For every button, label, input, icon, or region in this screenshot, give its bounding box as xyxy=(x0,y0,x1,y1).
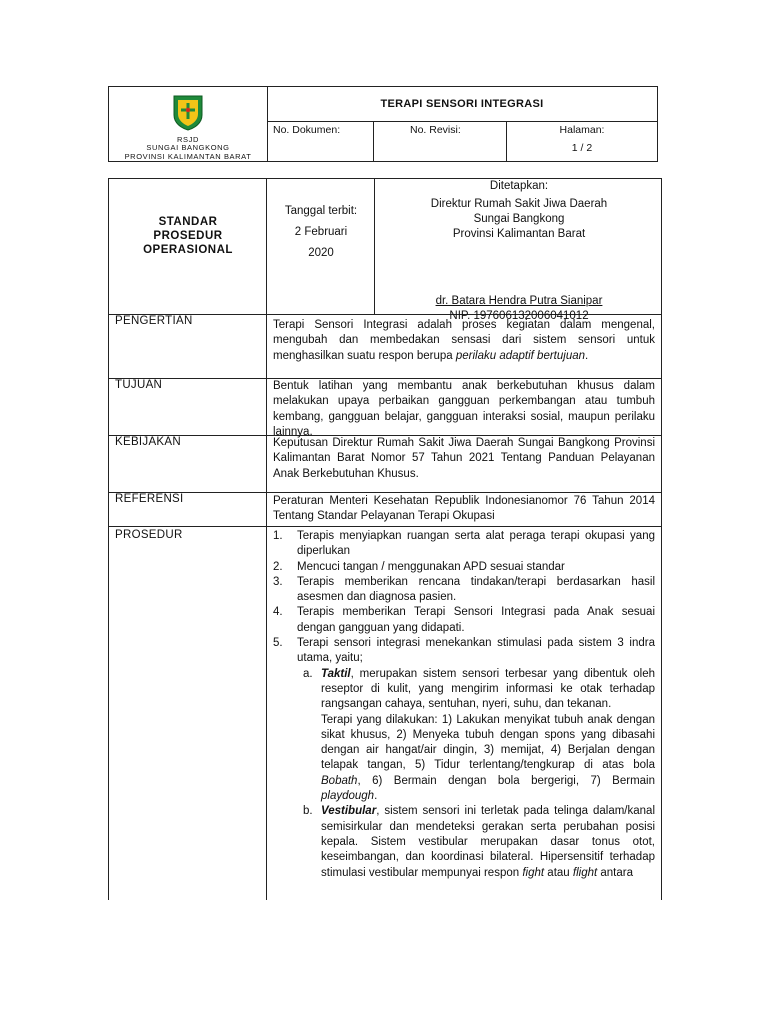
sop-title xyxy=(109,215,267,257)
document-header xyxy=(108,86,658,162)
no-dokumen-label: No. Dokumen: xyxy=(273,124,341,136)
step-number: 1. xyxy=(273,530,283,542)
sensori-sublist xyxy=(297,667,655,881)
no-dokumen-cell xyxy=(267,121,374,161)
antara-word: antara xyxy=(600,866,633,879)
bobath-term: Bobath xyxy=(321,774,358,787)
taktil-therapy xyxy=(321,713,655,805)
organization-name xyxy=(109,136,267,161)
step-number: 2. xyxy=(273,560,283,573)
sop-table xyxy=(108,178,662,900)
pengertian-text xyxy=(273,318,655,364)
signature-space xyxy=(375,242,662,294)
sub-letter: a. xyxy=(303,667,313,680)
document-title: TERAPI SENSORI INTEGRASI xyxy=(267,87,657,122)
sub-item-vestibular xyxy=(297,804,655,880)
step-text: Terapis menyiapkan ruangan serta alat peraga terapi okupasi yang diperlukan xyxy=(297,530,655,558)
terbit-date-line-1: 2 Februari xyxy=(294,226,348,238)
step-text: Terapis memberikan rencana tindakan/terapi berdasarkan hasil asesmen dan diagnosa pasien. xyxy=(297,575,655,604)
step-number: 4. xyxy=(273,606,283,619)
flight-term: flight xyxy=(572,866,598,879)
row-divider xyxy=(109,492,661,493)
tanggal-terbit xyxy=(267,201,375,264)
sop-title-line-1: STANDAR xyxy=(158,216,218,228)
prosedur-label: PROSEDUR xyxy=(115,529,183,541)
taktil-therapy-text-2: , 6) Bermain dengan bola bergerigi, 7) Bermain xyxy=(357,774,655,787)
ditetapkan-line-1: Direktur Rumah Sakit Jiwa Daerah xyxy=(430,198,608,210)
logo-cell xyxy=(109,87,268,161)
no-revisi-label: No. Revisi: xyxy=(410,124,461,136)
list-item xyxy=(273,605,655,636)
halaman-value: 1 / 2 xyxy=(571,142,593,154)
step-number: 5. xyxy=(273,637,283,650)
atau-word: atau xyxy=(547,866,570,879)
step-text: Terapis memberikan Terapi Sensori Integrasi pada Anak sesuai dengan gangguan yang didapati. xyxy=(297,606,655,634)
pengertian-label: PENGERTIAN xyxy=(115,315,193,327)
step-number: 3. xyxy=(273,575,283,588)
step-text: Mencuci tangan / menggunakan APD sesuai standar xyxy=(297,560,565,573)
terbit-label: Tanggal terbit: xyxy=(284,205,358,217)
kebijakan-label: KEBIJAKAN xyxy=(115,436,181,448)
referensi-label: REFERENSI xyxy=(115,493,184,505)
vestibular-term: Vestibular xyxy=(321,805,377,818)
ditetapkan-line-2: Sungai Bangkong xyxy=(473,213,565,225)
signer-name: dr. Batara Hendra Putra Sianipar xyxy=(435,295,603,307)
taktil-term: Taktil xyxy=(321,667,351,680)
org-line-1: RSJD xyxy=(177,135,199,144)
signer-nip: NIP. 197606132006041012 xyxy=(449,310,589,322)
referensi-text: Peraturan Menteri Kesehatan Republik Indonesianomor 76 Tahun 2014 Tentang Standar Pelayanan Terapi Okupasi xyxy=(273,495,655,523)
prosedur-list xyxy=(273,529,655,881)
hospital-logo-icon xyxy=(171,93,205,131)
sop-title-line-2: PROSEDUR xyxy=(153,230,223,242)
list-item xyxy=(273,560,655,575)
halaman-cell xyxy=(507,121,657,161)
ditetapkan-label: Ditetapkan: xyxy=(489,180,549,192)
step-text: Terapi sensori integrasi menekankan stimulasi pada sistem 3 indra utama, yaitu; xyxy=(297,637,655,665)
sop-title-line-3: OPERASIONAL xyxy=(143,244,233,256)
pengertian-end: . xyxy=(585,349,589,362)
list-item xyxy=(273,636,655,881)
ditetapkan-line-3: Provinsi Kalimantan Barat xyxy=(452,228,586,240)
pengertian-italic: perilaku adaptif bertujuan xyxy=(455,349,586,362)
list-item xyxy=(273,575,655,606)
column-divider xyxy=(266,179,267,900)
sub-item-taktil xyxy=(297,667,655,805)
pengertian-body: Terapi Sensori Integrasi adalah proses kegiatan dalam mengenal, mengubah dan membedakan sensasi dari sistem sensori untuk menghasilkan suatu respon berupa xyxy=(273,319,655,362)
taktil-therapy-text: Terapi yang dilakukan: 1) Lakukan menyikat tubuh anak dengan sikat khusus, 2) Menyeka tubuh dengan spons yang dibasahi dengan air hangat/air dingin, 3) memijat, 4) Berjalan dengan telapak tangan, 5) Tidur terlentang/tengkurap di atas bola xyxy=(321,713,655,772)
ditetapkan-block xyxy=(375,179,662,324)
list-item xyxy=(273,529,655,560)
sub-letter: b. xyxy=(303,805,313,818)
no-revisi-cell xyxy=(374,121,507,161)
taktil-text: , merupakan sistem sensori terbesar yang dibentuk oleh reseptor di kulit, yang mengirim informasi ke otak terhadap rangsangan cahaya, sentuhan, nyeri, suhu, dan tekanan. xyxy=(321,667,655,711)
terbit-date-line-2: 2020 xyxy=(308,247,334,259)
tujuan-label: TUJUAN xyxy=(115,379,163,391)
vestibular-text: , sistem sensori ini terletak pada telinga dalam/kanal semisirkular dan mendeteksi gerakan serta perubahan posisi kepala. Sistem vestibular merupakan dasar tonus otot, keseimbangan, dan koordinasi bilateral. Hipersensitif terhadap stimulasi vestibular mempunyai respon xyxy=(321,805,655,879)
tujuan-text: Bentuk latihan yang membantu anak berkebutuhan khusus dalam melakukan upaya perbaikan gangguan perkembangan atau tumbuh kembang, gangguan belajar, gangguan interaksi sosial, maupun perilaku lainnya. xyxy=(273,380,655,438)
halaman-label: Halaman: xyxy=(559,124,605,136)
org-line-3: PROVINSI KALIMANTAN BARAT xyxy=(124,151,252,161)
playdough-term: playdough xyxy=(321,790,375,803)
fight-term: fight xyxy=(522,866,545,879)
org-line-2: SUNGAI BANGKONG xyxy=(146,143,230,153)
row-divider xyxy=(109,526,661,527)
kebijakan-text: Keputusan Direktur Rumah Sakit Jiwa Daerah Sungai Bangkong Provinsi Kalimantan Barat Nomor 57 Tahun 2021 Tentang Panduan Pelayanan Anak Berkebutuhan Khusus. xyxy=(273,437,655,480)
taktil-therapy-end: . xyxy=(374,790,378,803)
